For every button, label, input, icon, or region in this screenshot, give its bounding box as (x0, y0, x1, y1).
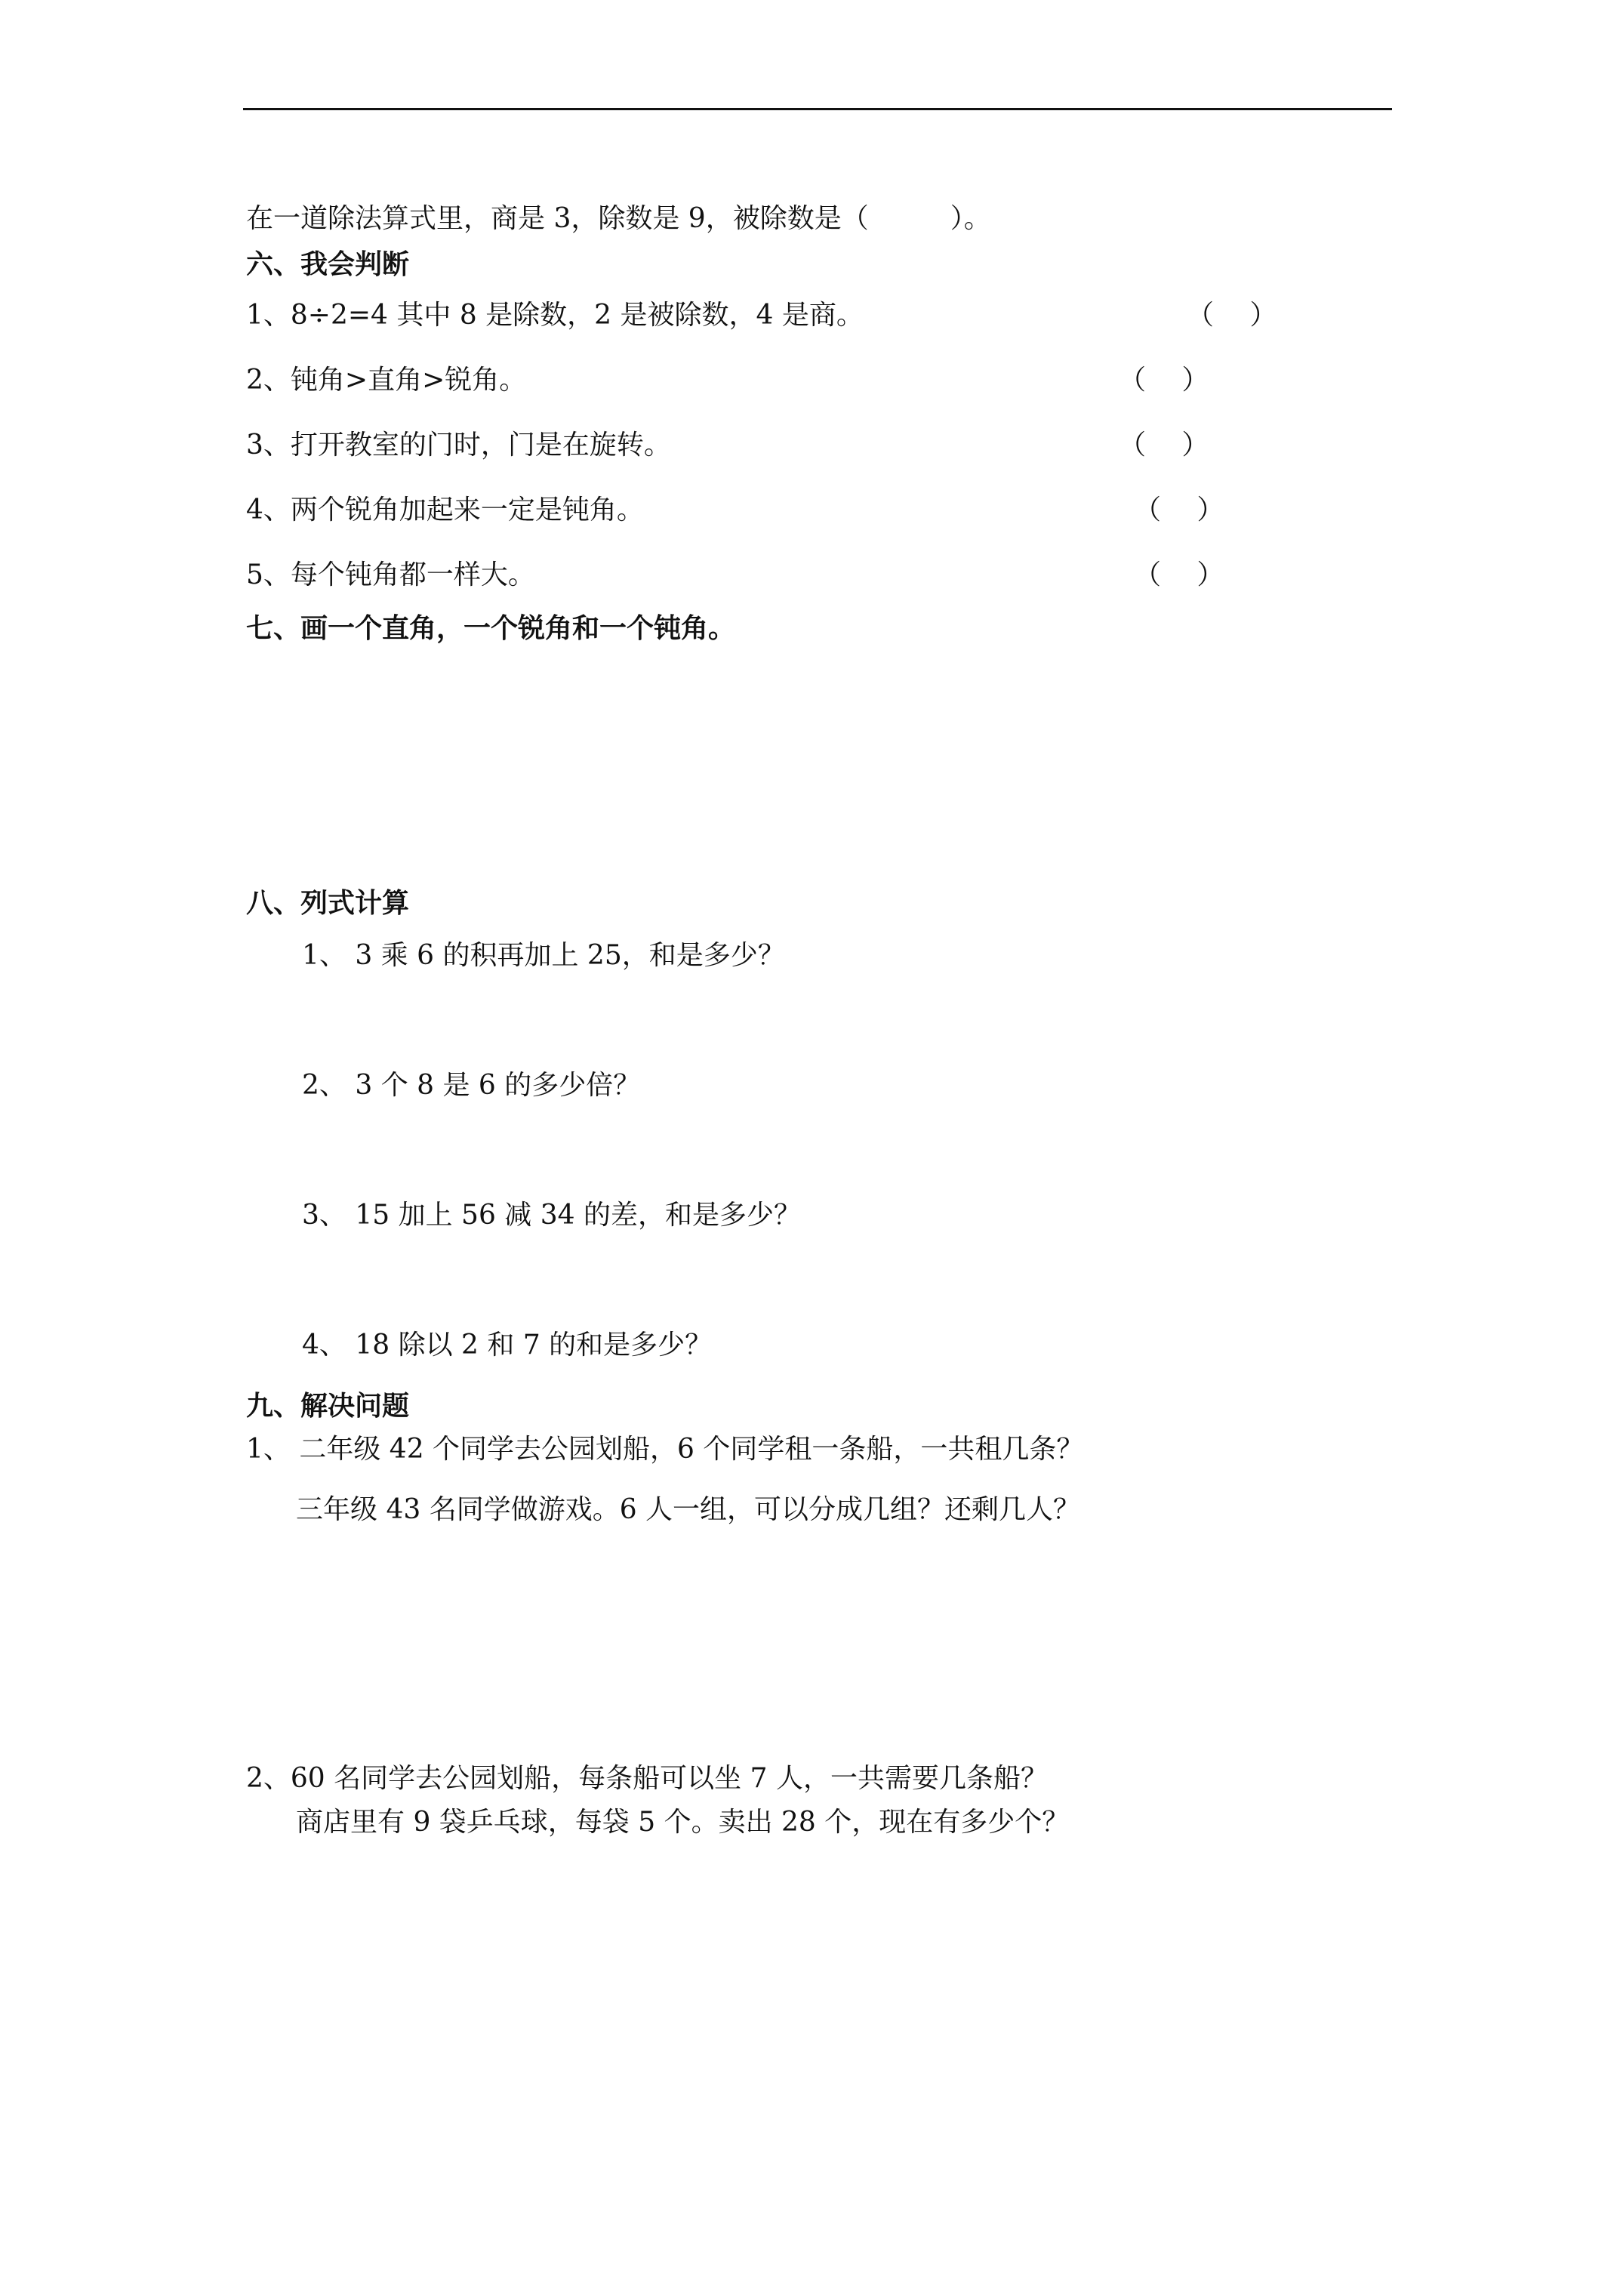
judge-answer-blank-3[interactable]: （ ） (1119, 430, 1209, 461)
problem-2-line-2: 商店里有 9 袋乒乓球，每袋 5 个。卖出 28 个，现在有多少个？ (296, 1807, 1070, 1838)
section8-title: 八、列式计算 (246, 887, 410, 919)
calc-item-1: 1、 3 乘 6 的积再加上 25，和是多少？ (302, 940, 785, 971)
section9-title: 九、解决问题 (246, 1390, 410, 1422)
judge-item-3: 3、打开教室的门时，门是在旋转。 (246, 430, 671, 461)
section6-title: 六、我会判断 (246, 248, 410, 280)
problem-1-line-1: 1、 二年级 42 个同学去公园划船，6 个同学租一条船，一共租几条？ (246, 1434, 1084, 1465)
judge-answer-blank-2[interactable]: （ ） (1119, 365, 1209, 396)
calc-item-2: 2、 3 个 8 是 6 的多少倍？ (302, 1070, 641, 1101)
judge-item-4: 4、两个锐角加起来一定是钝角。 (246, 495, 644, 525)
judge-answer-blank-5[interactable]: （ ） (1134, 559, 1224, 590)
judge-answer-blank-4[interactable]: （ ） (1134, 495, 1224, 525)
problem-1-line-2: 三年级 43 名同学做游戏。6 人一组，可以分成几组？还剩几人？ (296, 1494, 1081, 1525)
header-rule (243, 108, 1392, 110)
problem-2-line-1: 2、60 名同学去公园划船，每条船可以坐 7 人，一共需要几条船？ (246, 1763, 1048, 1794)
calc-item-3: 3、 15 加上 56 减 34 的差，和是多少？ (302, 1200, 801, 1231)
judge-item-1: 1、8÷2=4 其中 8 是除数，2 是被除数，4 是商。 (246, 300, 864, 331)
fill-blank-question: 在一道除法算式里，商是 3，除数是 9，被除数是（ ）。 (246, 203, 991, 234)
calc-item-4: 4、 18 除以 2 和 7 的和是多少？ (302, 1330, 713, 1361)
judge-item-2: 2、钝角>直角>锐角。 (246, 365, 527, 396)
judge-answer-blank-1[interactable]: （ ） (1187, 300, 1277, 331)
judge-item-5: 5、每个钝角都一样大。 (246, 559, 535, 590)
section7-title: 七、画一个直角，一个锐角和一个钝角。 (246, 612, 736, 644)
